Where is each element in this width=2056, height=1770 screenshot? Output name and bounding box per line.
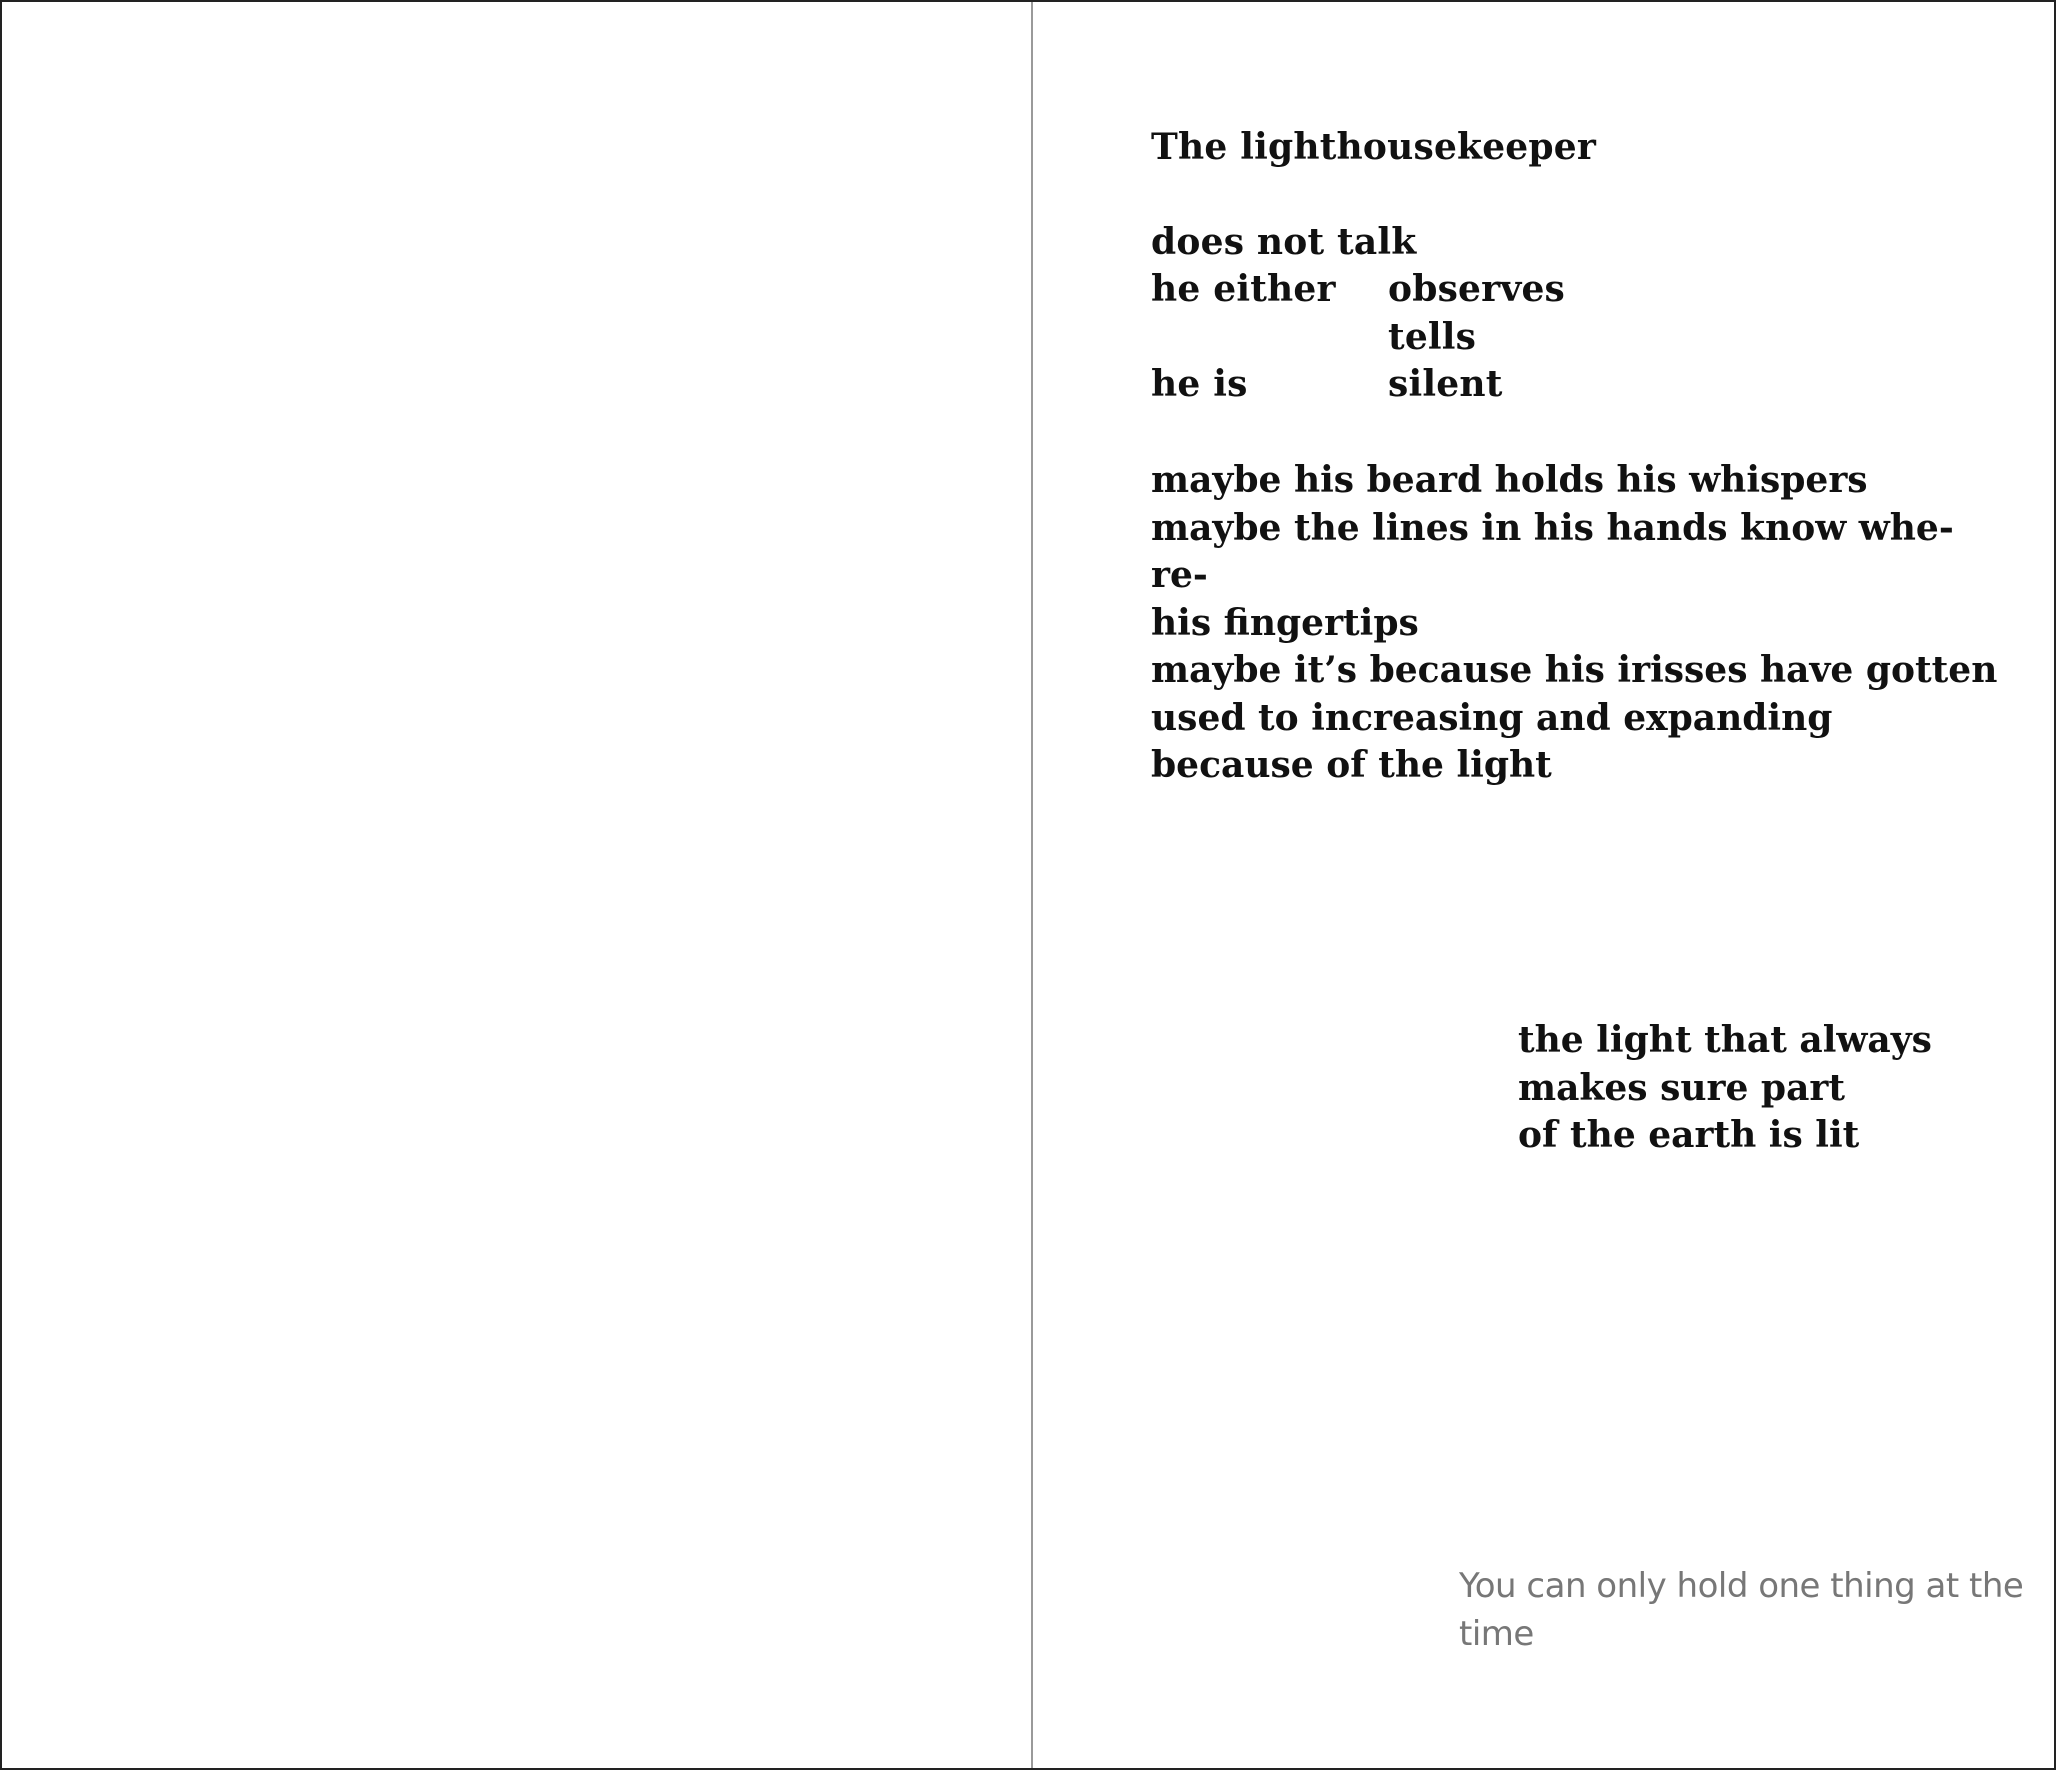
poem-line: used to increasing and expanding <box>1151 696 1833 739</box>
poem-line: maybe it’s because his irisses have gotten <box>1151 649 1998 691</box>
poem-line: because of the light <box>1151 744 1552 786</box>
poem-line: the light that always <box>1518 1019 1932 1061</box>
left-page-blank <box>2 2 1032 1768</box>
poem-line: maybe the lines in his hands know whe- <box>1151 506 1954 549</box>
poem-line: tells <box>1388 316 1477 358</box>
poem-line: his fingertips <box>1151 601 1419 644</box>
poem-line: re- <box>1151 554 1208 596</box>
right-page <box>1033 2 2054 1768</box>
poem-line: does not talk <box>1151 221 1417 263</box>
poem-line: of the earth is lit <box>1518 1114 1860 1156</box>
poem-title: The lighthousekeeper <box>1151 126 1597 168</box>
poem-line: he is <box>1151 363 1248 405</box>
poem-line: maybe his beard holds his whispers <box>1151 459 1868 501</box>
poem-line: observes <box>1388 268 1566 310</box>
poem-stanza <box>1151 457 1997 790</box>
poem-coda <box>1518 1017 1932 1160</box>
poem-line: silent <box>1388 363 1503 405</box>
footnote-caption: You can only hold one thing at the time <box>1459 1566 2024 1654</box>
poem-line: he either <box>1151 268 1336 310</box>
poem-line: makes sure part <box>1518 1066 1846 1109</box>
